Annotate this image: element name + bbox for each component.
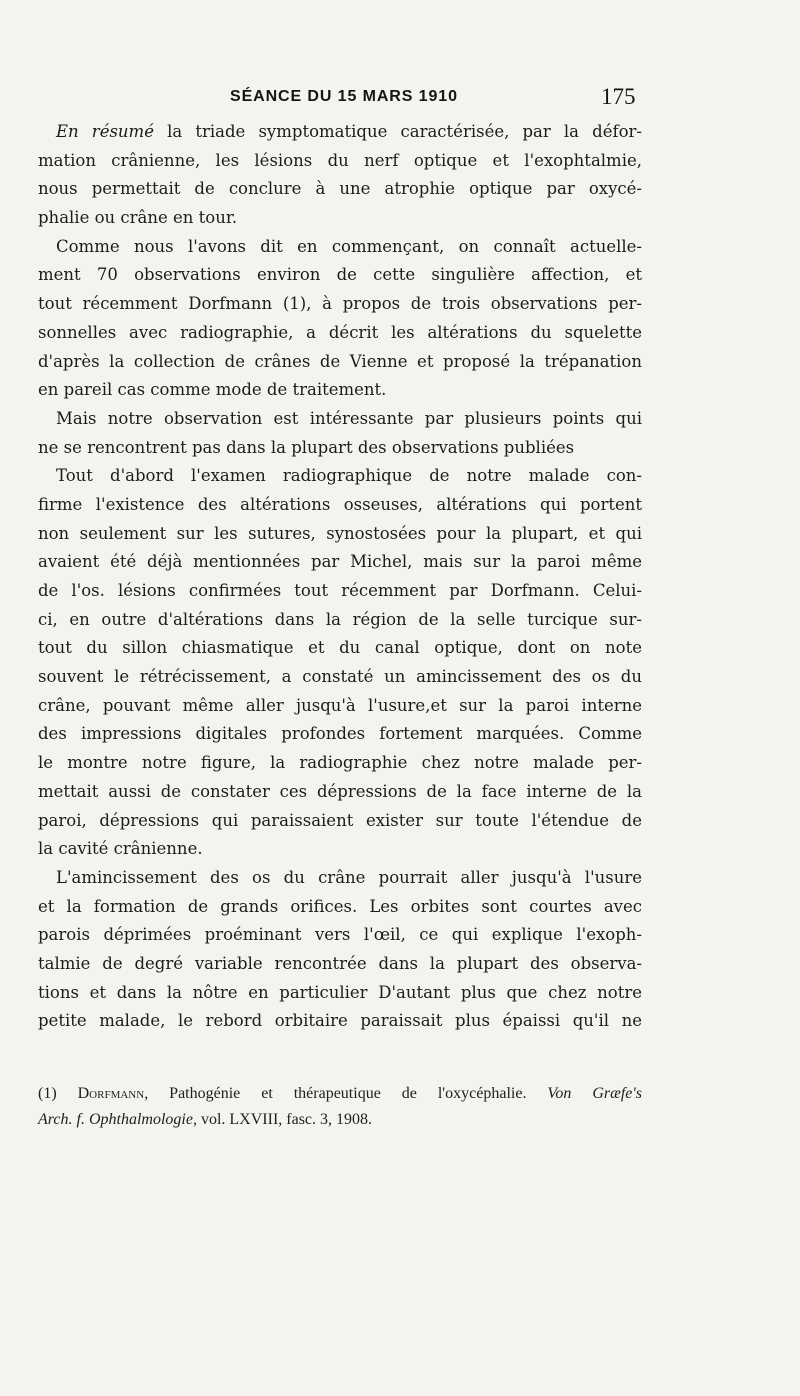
- footnote-line: [38, 1081, 642, 1107]
- text-line: de l'os. lésions confirmées tout récemment par Dorfmann. Celui-: [38, 581, 642, 600]
- footnote-title: Pathogénie et thérapeutique de l'oxycéphalie.: [169, 1085, 527, 1102]
- footnote: [38, 1081, 642, 1133]
- text-line: mation crânienne, les lésions du nerf optique et l'exophtalmie,: [38, 150, 642, 170]
- text-line: Mais notre observation est intéressante par plusieurs points qui: [56, 408, 642, 428]
- footnote-marker: (1): [38, 1085, 57, 1102]
- text-line: tout du sillon chiasmatique et du canal optique, dont on note: [38, 638, 642, 658]
- footnote-line: [38, 1107, 642, 1133]
- text-line: la cavité crânienne.: [38, 839, 203, 859]
- text-line: tout récemment Dorfmann (1), à propos de trois observations per-: [38, 294, 642, 314]
- text-line: petite malade, le rebord orbitaire paraissait plus épaissi qu'il ne: [38, 1011, 642, 1031]
- running-title: SÉANCE DU 15 MARS 1910: [230, 88, 458, 105]
- text-line: firme l'existence des altérations osseuses, altérations qui portent: [38, 494, 642, 514]
- text-line: souvent le rétrécissement, a constaté un amincissement des os du: [38, 667, 642, 687]
- running-header: [0, 84, 800, 114]
- body-text: [38, 118, 642, 1036]
- text-line: nous permettait de conclure à une atrophie optique par oxycé-: [38, 179, 642, 199]
- footnote-journal-start: Von Græfe's: [547, 1085, 643, 1102]
- text-line: talmie de degré variable rencontrée dans la plupart des observa-: [38, 953, 642, 973]
- text-line: non seulement sur les sutures, synostosées pour la plupart, et qui: [38, 523, 642, 543]
- footnote-journal: Arch. f. Ophthalmologie,: [38, 1111, 197, 1128]
- text-line: le montre notre figure, la radiographie chez notre malade per-: [38, 753, 642, 773]
- text-line: sonnelles avec radiographie, a décrit les altérations du squelette: [38, 322, 642, 342]
- text-line: paroi, dépressions qui paraissaient exister sur toute l'étendue de: [38, 810, 642, 830]
- text-line: tions et dans la nôtre en particulier D'autant plus que chez notre: [38, 982, 642, 1002]
- text-line: d'après la collection de crânes de Vienne et proposé la trépanation: [38, 351, 642, 371]
- footnote-author: Dorfmann,: [77, 1085, 149, 1102]
- text-line: Comme nous l'avons dit en commençant, on connaît actuelle-: [56, 236, 642, 256]
- text-line: L'amincissement des os du crâne pourrait aller jusqu'à l'usure: [56, 867, 642, 887]
- text-line: ne se rencontrent pas dans la plupart des observations publiées: [38, 437, 575, 457]
- text-line: parois déprimées proéminant vers l'œil, ce qui explique l'exoph-: [38, 925, 642, 945]
- text-line: et la formation de grands orifices. Les orbites sont courtes avec: [38, 896, 642, 916]
- footnote-volume: vol. LXVIII, fasc. 3, 1908.: [200, 1111, 373, 1128]
- page-number: 175: [601, 84, 636, 109]
- text-line: phalie ou crâne en tour.: [38, 208, 238, 228]
- text-line: ment 70 observations environ de cette singulière affection, et: [38, 265, 642, 285]
- text-line: des impressions digitales profondes fortement marquées. Comme: [38, 724, 642, 744]
- text-line: mettait aussi de constater ces dépressions de la face interne de la: [38, 781, 642, 801]
- text-line-rest: la triade symptomatique caractérisée, par la défor-: [167, 122, 642, 141]
- text-line: en pareil cas comme mode de traitement.: [38, 380, 387, 400]
- text-line: Tout d'abord l'examen radiographique de notre malade con-: [56, 466, 642, 486]
- text-line: avaient été déjà mentionnées par Michel, mais sur la paroi même: [38, 552, 642, 572]
- text-line: ci, en outre d'altérations dans la région de la selle turcique sur-: [38, 609, 642, 629]
- italic-phrase: En résumé: [56, 122, 154, 141]
- text-line: [38, 118, 642, 147]
- text-line: crâne, pouvant même aller jusqu'à l'usure,et sur la paroi interne: [38, 695, 642, 715]
